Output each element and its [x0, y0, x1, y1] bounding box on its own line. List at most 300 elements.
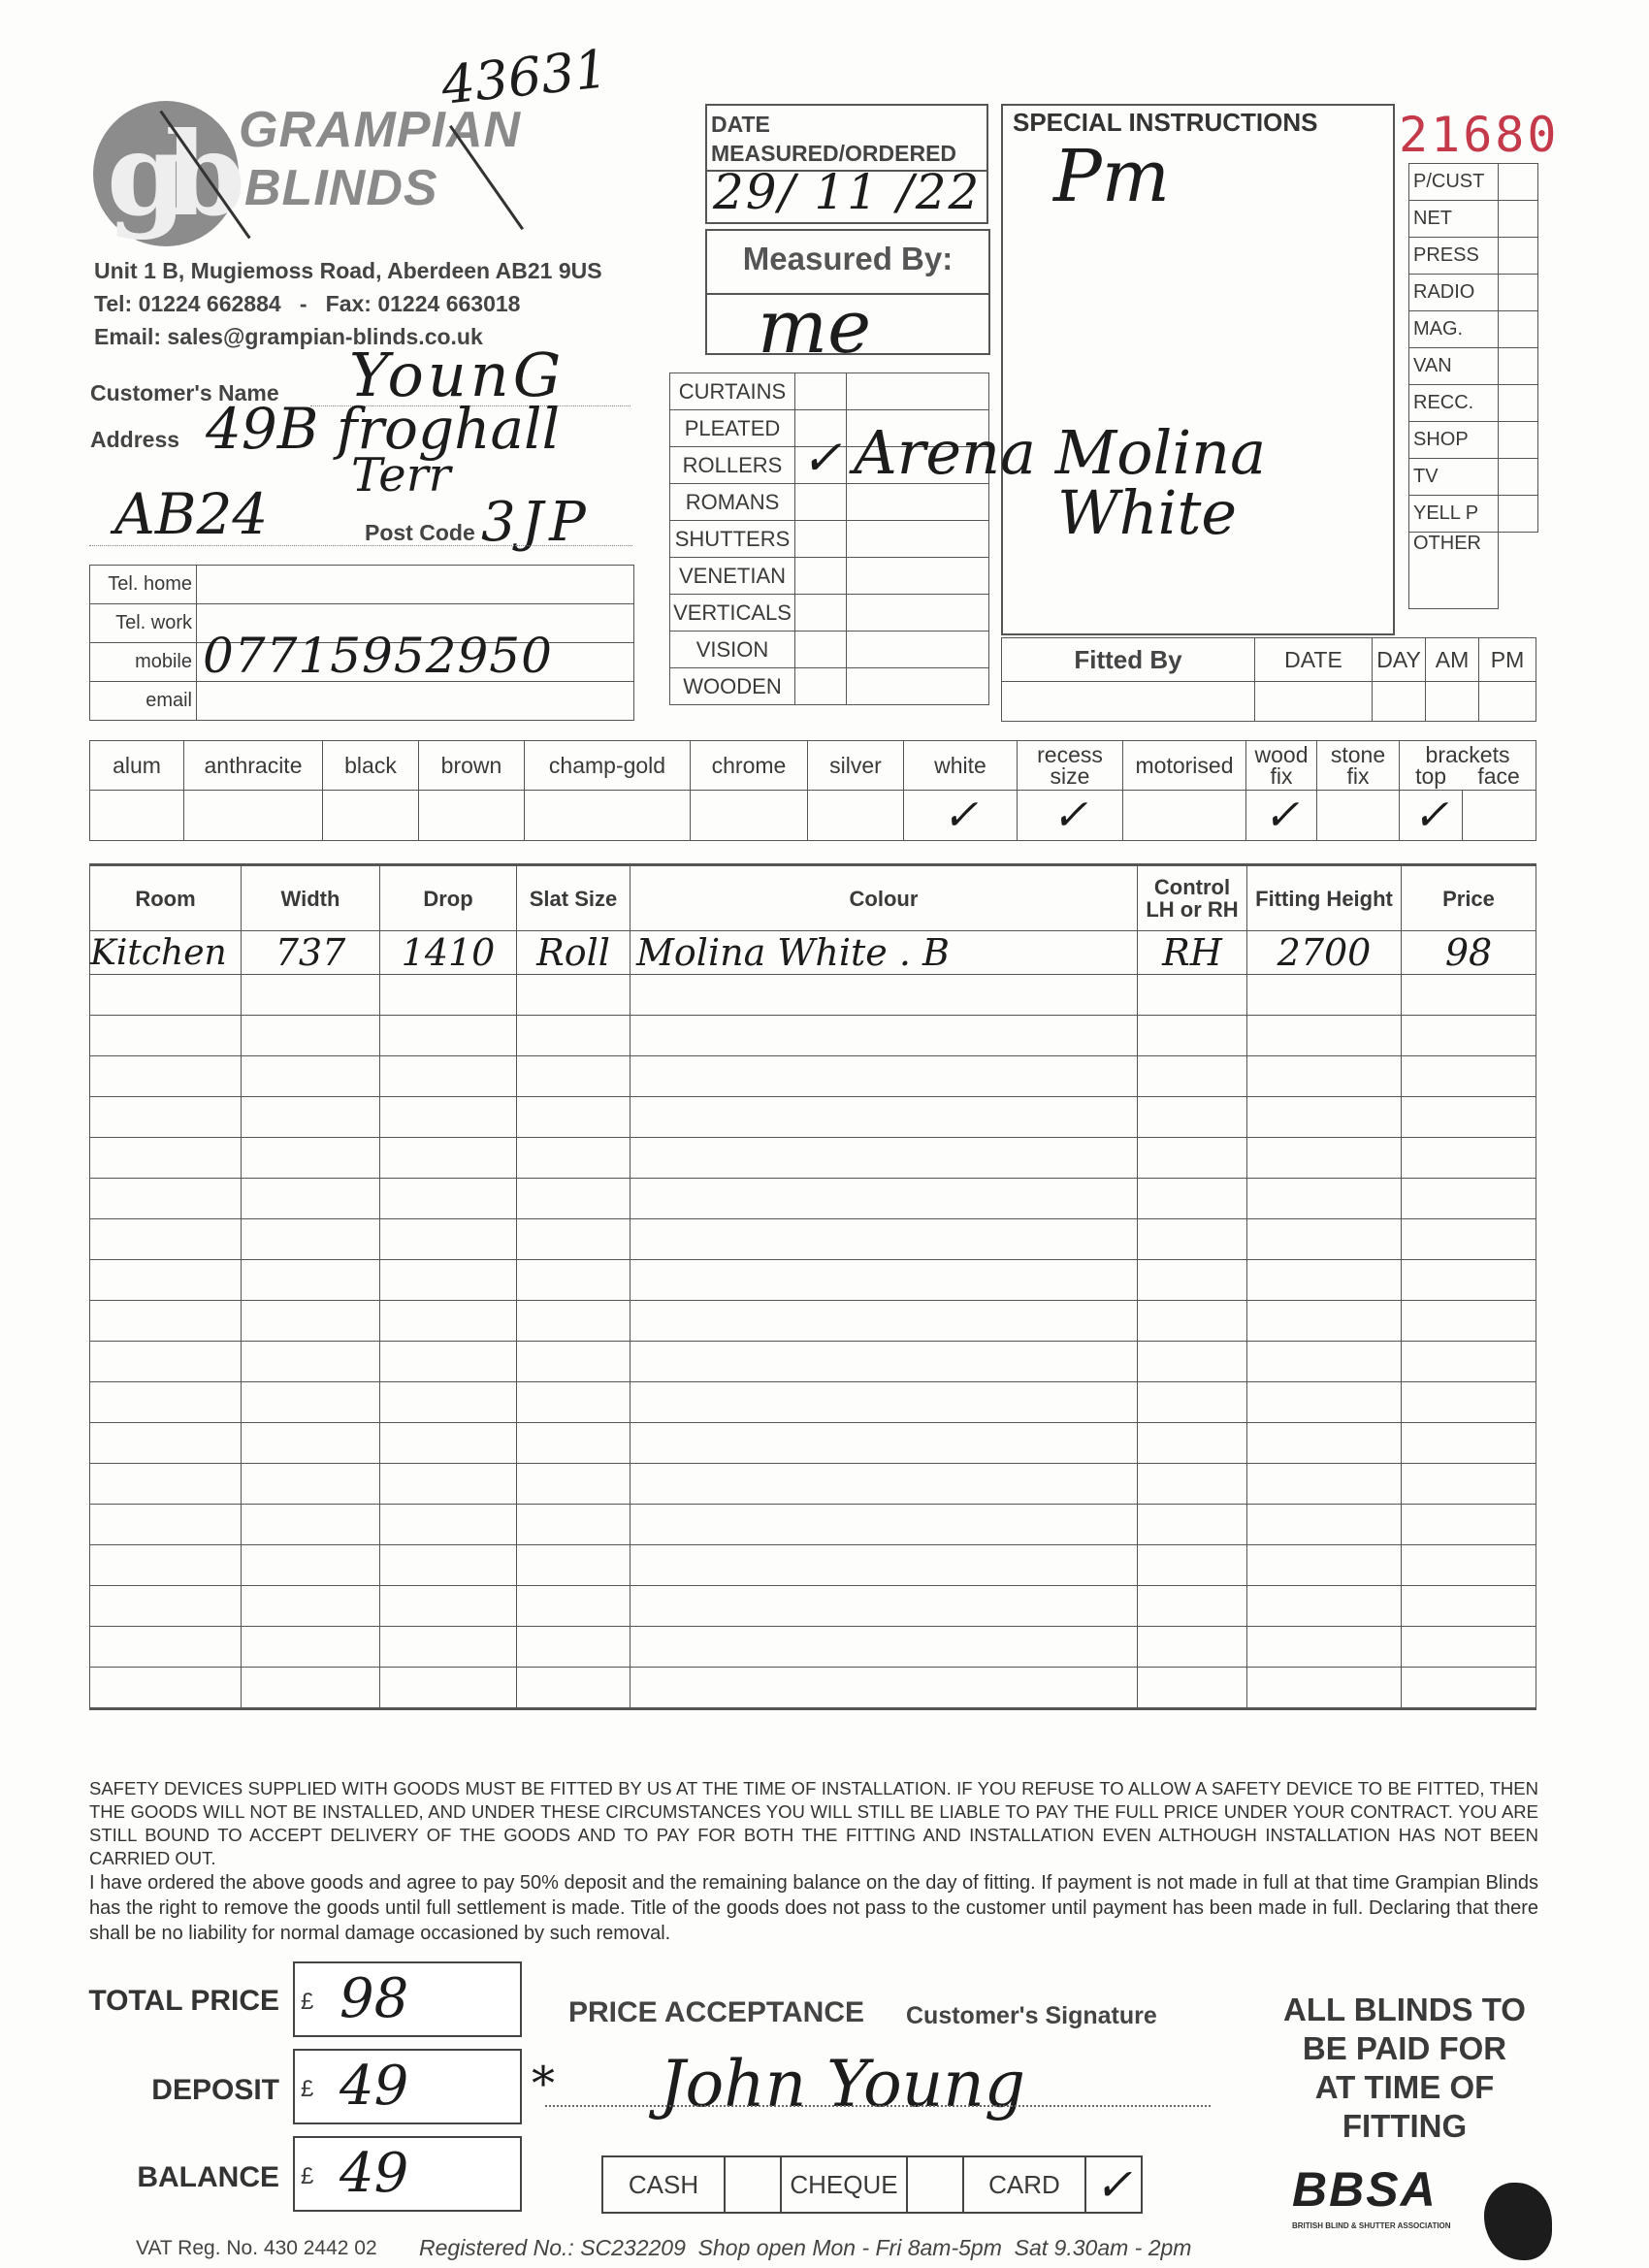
bbsa-logo: BBSA — [1292, 2162, 1438, 2217]
date-box — [705, 104, 988, 224]
table-cell[interactable] — [630, 1056, 1138, 1097]
fitted-day-label: DAY — [1373, 638, 1426, 682]
finish-champ-gold: champ-gold — [525, 741, 691, 791]
cell-colour[interactable]: Molina White . B — [630, 931, 1138, 975]
payment-cheque-check[interactable] — [907, 2156, 963, 2213]
customer-name-value: YounG — [349, 340, 566, 410]
col-room: Room — [90, 865, 242, 931]
table-cell[interactable] — [90, 1056, 242, 1097]
product-item: SHUTTERS — [670, 521, 795, 558]
table-cell[interactable] — [1247, 975, 1402, 1016]
email-value[interactable] — [197, 682, 634, 721]
table-cell[interactable] — [90, 1668, 242, 1709]
table-cell[interactable] — [380, 1016, 517, 1056]
table-row — [90, 1464, 1536, 1505]
signature-mark: * — [532, 2057, 555, 2111]
table-cell[interactable] — [1402, 1138, 1536, 1179]
finish-check[interactable] — [1463, 791, 1536, 841]
finish-check-wood[interactable]: ✓ — [1246, 791, 1317, 841]
source-check[interactable] — [1499, 385, 1538, 422]
source-check[interactable] — [1499, 496, 1538, 533]
table-row — [90, 1097, 1536, 1138]
table-cell[interactable] — [1247, 1056, 1402, 1097]
finish-check[interactable] — [323, 791, 419, 841]
table-cell[interactable] — [90, 1301, 242, 1342]
table-cell[interactable] — [380, 1545, 517, 1586]
finish-chrome: chrome — [691, 741, 808, 791]
source-item: P/CUST — [1409, 164, 1499, 201]
source-check[interactable] — [1499, 311, 1538, 348]
table-cell[interactable] — [1402, 1056, 1536, 1097]
source-item: RECC. — [1409, 385, 1499, 422]
table-cell[interactable] — [90, 1097, 242, 1138]
finish-check-top[interactable]: ✓ — [1400, 791, 1463, 841]
table-cell[interactable] — [517, 1056, 630, 1097]
table-cell[interactable] — [1138, 1301, 1247, 1342]
table-row — [90, 1668, 1536, 1709]
table-cell[interactable] — [517, 1586, 630, 1627]
table-cell[interactable] — [380, 1056, 517, 1097]
table-cell[interactable] — [380, 1505, 517, 1545]
company-name-2: BLINDS — [244, 160, 438, 216]
table-cell[interactable] — [1247, 1545, 1402, 1586]
company-logo — [93, 101, 239, 246]
table-cell[interactable] — [1138, 1179, 1247, 1219]
table-cell[interactable] — [1138, 1016, 1247, 1056]
table-cell[interactable] — [630, 975, 1138, 1016]
table-cell[interactable] — [1138, 1097, 1247, 1138]
table-cell[interactable] — [1247, 1627, 1402, 1668]
table-cell[interactable] — [242, 1097, 380, 1138]
table-cell[interactable] — [380, 1586, 517, 1627]
customer-signature[interactable]: John Young — [660, 2047, 1026, 2122]
table-cell[interactable] — [1402, 1627, 1536, 1668]
finish-check[interactable] — [808, 791, 904, 841]
table-cell[interactable] — [380, 1464, 517, 1505]
mobile-number: 07715952950 — [203, 628, 553, 684]
table-cell[interactable] — [1138, 1423, 1247, 1464]
finishes-table — [89, 740, 1536, 841]
source-item: VAN — [1409, 348, 1499, 385]
table-cell[interactable] — [242, 1138, 380, 1179]
table-cell[interactable] — [1138, 1668, 1247, 1709]
table-cell[interactable] — [517, 975, 630, 1016]
table-cell[interactable] — [90, 1423, 242, 1464]
table-cell[interactable] — [90, 1219, 242, 1260]
table-cell[interactable] — [1402, 1179, 1536, 1219]
table-cell[interactable] — [630, 1668, 1138, 1709]
table-cell[interactable] — [630, 1627, 1138, 1668]
deposit-value: 49 — [340, 2055, 409, 2118]
special-instructions-label: SPECIAL INSTRUCTIONS — [1013, 108, 1318, 137]
table-cell[interactable] — [1138, 975, 1247, 1016]
source-item: OTHER — [1409, 533, 1499, 609]
special-instructions-line-1: Arena Molina — [854, 417, 1267, 488]
safety-notice: SAFETY DEVICES SUPPLIED WITH GOODS MUST BE FITTED BY US AT THE TIME OF INSTALLATION. IF YOU REFUSE TO ALLOW A SAFETY DEVICE TO BE FITTED, THEN THE GOODS WILL NOT BE INSTALLED, AND UNDER THESE CIRCUMSTANCES YOU WILL STILL BE LIABLE TO PAY THE FULL PRICE UNDER YOUR CONTRACT. YOU ARE STILL BOUND TO ACCEPT DELIVERY OF THE GOODS AND TO PAY FOR BOTH THE FITTING AND INSTALLATION EVEN ALTHOUGH INSTALLATION HAS NOT BEEN CARRIED OUT. — [89, 1778, 1538, 1868]
col-colour: Colour — [630, 865, 1138, 931]
table-cell[interactable] — [1138, 1464, 1247, 1505]
table-cell[interactable] — [242, 1668, 380, 1709]
company-name-1: GRAMPIAN — [239, 102, 522, 158]
company-email: Email: sales@grampian-blinds.co.uk — [94, 324, 483, 349]
table-cell[interactable] — [90, 1138, 242, 1179]
finish-stone-fix: stone fix — [1317, 741, 1400, 791]
payment-cash-check[interactable] — [725, 2156, 781, 2213]
product-check[interactable] — [795, 632, 847, 668]
table-cell[interactable] — [1138, 1056, 1247, 1097]
table-cell[interactable] — [380, 1260, 517, 1301]
table-cell[interactable] — [517, 1219, 630, 1260]
payment-card-label: CARD — [963, 2156, 1085, 2213]
table-cell[interactable] — [517, 1260, 630, 1301]
table-cell[interactable] — [1138, 1505, 1247, 1545]
table-cell[interactable] — [90, 1342, 242, 1382]
address-line-3: AB24 — [114, 481, 269, 547]
table-row — [90, 1342, 1536, 1382]
finish-check[interactable] — [525, 791, 691, 841]
mobile-label: mobile — [90, 643, 197, 682]
table-row — [90, 1016, 1536, 1056]
payment-cash-label: CASH — [602, 2156, 725, 2213]
table-cell[interactable] — [517, 1342, 630, 1382]
tel-home-value[interactable] — [197, 566, 634, 604]
table-cell[interactable] — [517, 1138, 630, 1179]
product-item: ROLLERS — [670, 447, 795, 484]
table-cell[interactable] — [630, 1423, 1138, 1464]
rollers-tick: ✓ — [801, 430, 842, 486]
table-cell[interactable] — [517, 1016, 630, 1056]
postcode-label: Post Code — [365, 520, 475, 545]
table-cell[interactable] — [242, 1301, 380, 1342]
table-cell[interactable] — [517, 1505, 630, 1545]
table-cell[interactable] — [1138, 1586, 1247, 1627]
table-cell[interactable] — [1402, 1382, 1536, 1423]
total-price-value: 98 — [340, 1967, 409, 2030]
table-cell[interactable] — [380, 1382, 517, 1423]
table-cell[interactable] — [630, 1545, 1138, 1586]
table-cell[interactable] — [380, 1301, 517, 1342]
table-cell[interactable] — [1138, 1138, 1247, 1179]
table-cell[interactable] — [630, 1586, 1138, 1627]
table-row — [90, 1056, 1536, 1097]
table-cell[interactable] — [1247, 1260, 1402, 1301]
table-cell[interactable] — [1138, 1627, 1247, 1668]
table-row — [90, 1219, 1536, 1260]
tel-work-label: Tel. work — [90, 604, 197, 643]
payment-card-check[interactable]: ✓ — [1085, 2156, 1142, 2213]
balance-currency: £ — [301, 2163, 314, 2189]
table-cell[interactable] — [242, 1219, 380, 1260]
payment-notice — [1251, 1991, 1558, 2146]
table-cell[interactable] — [1402, 1260, 1536, 1301]
table-cell[interactable] — [242, 1260, 380, 1301]
fitted-am-value[interactable] — [1426, 682, 1479, 722]
table-cell[interactable] — [517, 1464, 630, 1505]
source-item: NET — [1409, 201, 1499, 238]
source-item: MAG. — [1409, 311, 1499, 348]
address-label: Address — [90, 427, 180, 452]
table-cell[interactable] — [1247, 1668, 1402, 1709]
table-cell[interactable] — [517, 1179, 630, 1219]
table-cell[interactable] — [90, 1627, 242, 1668]
finish-brown: brown — [419, 741, 525, 791]
source-item: RADIO — [1409, 275, 1499, 311]
finish-check[interactable] — [691, 791, 808, 841]
table-cell[interactable] — [630, 1382, 1138, 1423]
source-check[interactable] — [1499, 459, 1538, 496]
source-check[interactable] — [1499, 348, 1538, 385]
table-cell[interactable] — [1247, 1423, 1402, 1464]
measured-by-box — [705, 229, 990, 370]
cell-drop[interactable]: 1410 — [380, 931, 517, 975]
product-item: ROMANS — [670, 484, 795, 521]
product-check[interactable] — [795, 595, 847, 632]
product-check[interactable] — [795, 373, 847, 410]
table-cell[interactable] — [1247, 1464, 1402, 1505]
terms-text: I have ordered the above goods and agree to pay 50% deposit and the remaining balance on the day of fitting. If payment is not made in full at that time Grampian Blinds has the right to remove the goods until full settlement is made. Title of the goods does not pass to the customer until payment has been made in full. Declaring that there shall be no liability for normal damage occasioned by such removal. — [89, 1872, 1538, 1944]
table-cell[interactable] — [630, 1016, 1138, 1056]
col-slat: Slat Size — [517, 865, 630, 931]
table-cell[interactable] — [630, 1097, 1138, 1138]
table-cell[interactable] — [1402, 1342, 1536, 1382]
table-cell[interactable] — [1402, 1505, 1536, 1545]
table-cell[interactable] — [242, 975, 380, 1016]
finish-brackets — [1400, 741, 1536, 791]
company-phones: Tel: 01224 662884 - Fax: 01224 663018 — [94, 291, 521, 316]
tel-home-label: Tel. home — [90, 566, 197, 604]
balance-value: 49 — [340, 2142, 409, 2205]
deposit-box[interactable] — [293, 2049, 522, 2124]
table-cell[interactable] — [242, 1627, 380, 1668]
table-cell[interactable] — [380, 1342, 517, 1382]
deposit-label: DEPOSIT — [151, 2074, 279, 2106]
table-cell[interactable] — [517, 1382, 630, 1423]
product-note — [847, 595, 989, 632]
date-value: 29/ 11 /22 — [713, 164, 982, 220]
product-check-rollers[interactable] — [795, 430, 847, 486]
table-cell[interactable] — [1247, 1219, 1402, 1260]
finish-wood-fix: wood fix — [1246, 741, 1317, 791]
product-check[interactable] — [795, 484, 847, 521]
table-cell[interactable] — [90, 975, 242, 1016]
table-cell[interactable] — [242, 1179, 380, 1219]
table-cell[interactable] — [1247, 1179, 1402, 1219]
source-check[interactable] — [1499, 164, 1538, 201]
table-cell[interactable] — [90, 1016, 242, 1056]
fitted-date-label: DATE — [1255, 638, 1373, 682]
product-item: VENETIAN — [670, 558, 795, 595]
finish-anthracite: anthracite — [184, 741, 323, 791]
product-item: WOODEN — [670, 668, 795, 705]
table-cell[interactable] — [1402, 1097, 1536, 1138]
source-list — [1408, 163, 1538, 609]
finish-silver: silver — [808, 741, 904, 791]
col-width: Width — [242, 865, 380, 931]
table-cell[interactable] — [1402, 1586, 1536, 1627]
table-cell[interactable] — [380, 1627, 517, 1668]
source-check[interactable] — [1499, 238, 1538, 275]
table-cell[interactable] — [380, 1179, 517, 1219]
table-cell[interactable] — [630, 1260, 1138, 1301]
table-cell[interactable] — [1247, 1382, 1402, 1423]
fitted-by-value[interactable] — [1002, 682, 1255, 722]
table-cell[interactable] — [90, 1382, 242, 1423]
table-cell[interactable] — [1247, 1586, 1402, 1627]
table-cell[interactable] — [1402, 1219, 1536, 1260]
table-cell[interactable] — [630, 1505, 1138, 1545]
product-item: VERTICALS — [670, 595, 795, 632]
product-note — [847, 668, 989, 705]
table-cell[interactable] — [1247, 1342, 1402, 1382]
ink-smudge — [1484, 2183, 1552, 2260]
table-cell[interactable] — [242, 1016, 380, 1056]
fitted-pm-label: PM — [1479, 638, 1536, 682]
finish-check[interactable] — [184, 791, 323, 841]
table-cell[interactable] — [517, 1545, 630, 1586]
table-cell[interactable] — [90, 1545, 242, 1586]
footer-vat: VAT Reg. No. 430 2442 02 — [136, 2237, 377, 2259]
table-cell[interactable] — [1402, 1464, 1536, 1505]
table-cell[interactable] — [380, 1219, 517, 1260]
cell-slat[interactable]: Roll — [517, 931, 630, 975]
price-acceptance-subtitle: Customer's Signature — [906, 2002, 1157, 2029]
logo-mark: gb — [107, 107, 225, 242]
finish-check[interactable] — [1123, 791, 1246, 841]
fitted-pm-value[interactable] — [1479, 682, 1536, 722]
finish-check[interactable] — [1317, 791, 1400, 841]
table-cell[interactable] — [1138, 1342, 1247, 1382]
table-cell[interactable] — [1138, 1260, 1247, 1301]
table-cell[interactable] — [242, 1056, 380, 1097]
table-cell[interactable] — [1402, 975, 1536, 1016]
table-cell[interactable] — [630, 1301, 1138, 1342]
table-cell[interactable] — [380, 975, 517, 1016]
source-check[interactable] — [1499, 275, 1538, 311]
bbsa-small-text: BRITISH BLIND & SHUTTER ASSOCIATION — [1292, 2221, 1451, 2230]
cell-price[interactable]: 98 — [1402, 931, 1536, 975]
special-instructions-note: Pm — [1053, 135, 1170, 218]
table-cell[interactable] — [242, 1342, 380, 1382]
table-cell[interactable] — [1247, 1016, 1402, 1056]
product-note — [847, 521, 989, 558]
table-cell[interactable] — [1247, 1097, 1402, 1138]
table-cell[interactable] — [242, 1423, 380, 1464]
cell-control[interactable]: RH — [1138, 931, 1247, 975]
table-cell[interactable] — [630, 1179, 1138, 1219]
payment-cheque-label: CHEQUE — [781, 2156, 907, 2213]
table-cell[interactable] — [517, 1301, 630, 1342]
table-cell[interactable] — [517, 1627, 630, 1668]
finish-check[interactable] — [419, 791, 525, 841]
mobile-value[interactable] — [197, 628, 634, 684]
table-cell[interactable] — [630, 1464, 1138, 1505]
source-check[interactable] — [1499, 533, 1538, 609]
finish-white: white — [904, 741, 1018, 791]
balance-box[interactable] — [293, 2136, 522, 2212]
table-cell[interactable] — [242, 1505, 380, 1545]
date-label: DATE MEASURED/ORDERED — [711, 112, 957, 166]
table-cell[interactable] — [1138, 1219, 1247, 1260]
product-check[interactable] — [795, 558, 847, 595]
table-cell[interactable] — [380, 1138, 517, 1179]
table-row — [90, 1545, 1536, 1586]
email-label: email — [90, 682, 197, 721]
table-cell[interactable] — [242, 1545, 380, 1586]
table-cell[interactable] — [90, 1464, 242, 1505]
source-item: PRESS — [1409, 238, 1499, 275]
product-note — [847, 484, 989, 521]
table-row — [90, 1586, 1536, 1627]
table-row — [90, 1260, 1536, 1301]
table-cell[interactable] — [90, 1586, 242, 1627]
table-cell[interactable] — [517, 1423, 630, 1464]
table-cell[interactable] — [517, 1097, 630, 1138]
table-cell[interactable] — [1402, 1423, 1536, 1464]
table-cell[interactable] — [1138, 1382, 1247, 1423]
finish-motorised: motorised — [1123, 741, 1246, 791]
table-cell[interactable] — [242, 1464, 380, 1505]
order-table — [89, 863, 1536, 1710]
table-cell[interactable] — [380, 1668, 517, 1709]
deposit-currency: £ — [301, 2076, 314, 2102]
address-line-2: Terr — [351, 448, 451, 502]
table-cell[interactable] — [630, 1219, 1138, 1260]
table-row — [90, 1627, 1536, 1668]
handwritten-top-number: 43631 — [438, 38, 611, 116]
col-price: Price — [1402, 865, 1536, 931]
table-cell[interactable] — [1138, 1545, 1247, 1586]
source-check[interactable] — [1499, 422, 1538, 459]
measured-by-label: Measured By: — [742, 241, 954, 276]
table-cell[interactable] — [1247, 1301, 1402, 1342]
table-cell[interactable] — [1402, 1301, 1536, 1342]
table-cell[interactable] — [1247, 1505, 1402, 1545]
table-cell[interactable] — [1402, 1668, 1536, 1709]
table-cell[interactable] — [90, 1505, 242, 1545]
cell-width[interactable]: 737 — [242, 931, 380, 975]
table-cell[interactable] — [380, 1097, 517, 1138]
fitted-date-value[interactable] — [1255, 682, 1373, 722]
table-cell[interactable] — [380, 1423, 517, 1464]
table-cell[interactable] — [242, 1586, 380, 1627]
notice-line-3: AT TIME OF — [1314, 2069, 1495, 2105]
table-cell[interactable] — [630, 1342, 1138, 1382]
table-row — [90, 1423, 1536, 1464]
table-cell[interactable] — [630, 1138, 1138, 1179]
table-cell[interactable] — [517, 1668, 630, 1709]
table-cell[interactable] — [1247, 1138, 1402, 1179]
fitted-day-value[interactable] — [1373, 682, 1426, 722]
fitted-am-label: AM — [1426, 638, 1479, 682]
product-check[interactable] — [795, 668, 847, 705]
cell-fitting[interactable]: 2700 — [1247, 931, 1402, 975]
total-price-box[interactable] — [293, 1961, 522, 2037]
table-cell[interactable] — [242, 1382, 380, 1423]
table-cell[interactable] — [90, 1179, 242, 1219]
finish-check-white[interactable]: ✓ — [904, 791, 1018, 841]
finish-check-recess[interactable]: ✓ — [1018, 791, 1123, 841]
product-item: CURTAINS — [670, 373, 795, 410]
source-check[interactable] — [1499, 201, 1538, 238]
table-cell[interactable] — [1402, 1016, 1536, 1056]
finish-check[interactable] — [90, 791, 184, 841]
table-cell[interactable] — [1402, 1545, 1536, 1586]
cell-room[interactable]: Kitchen — [90, 931, 242, 975]
table-cell[interactable] — [90, 1260, 242, 1301]
source-item: YELL P — [1409, 496, 1499, 533]
product-check[interactable] — [795, 521, 847, 558]
source-item: TV — [1409, 459, 1499, 496]
